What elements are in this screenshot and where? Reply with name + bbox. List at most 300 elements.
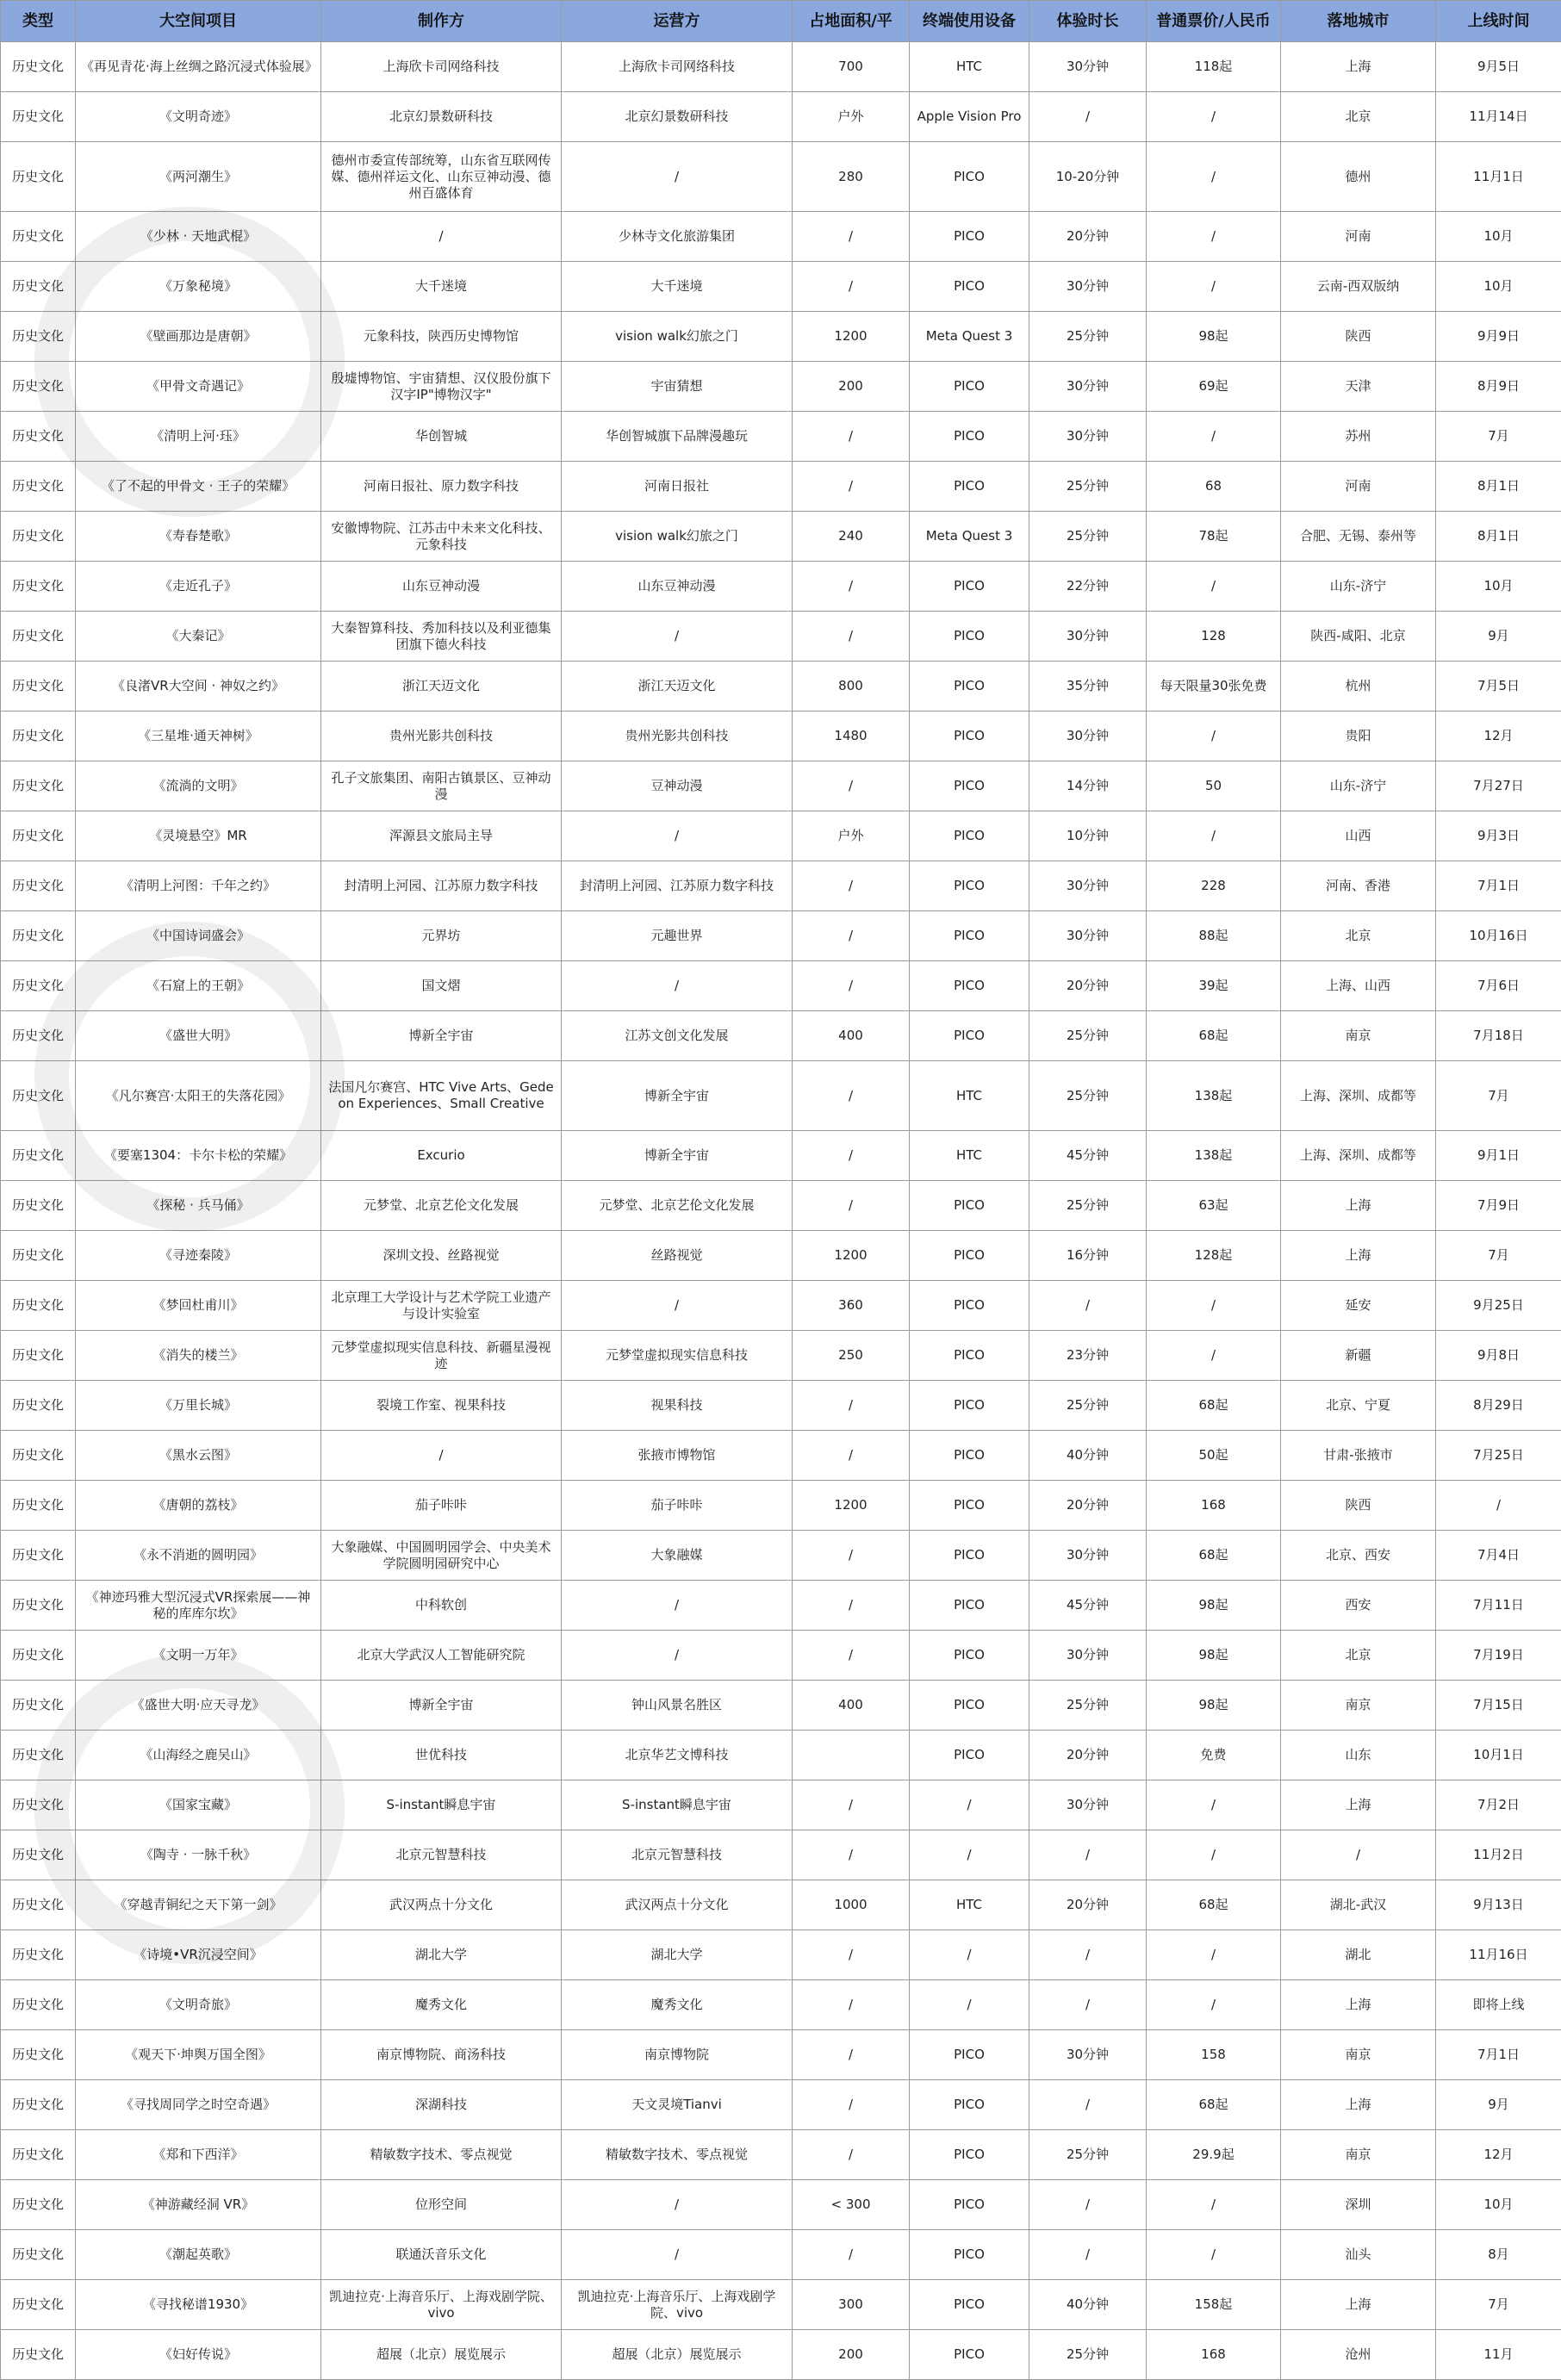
table-cell: 天文灵境Tianvi <box>562 2080 793 2130</box>
table-cell: PICO <box>910 462 1029 512</box>
table-cell: 精敏数字技术、零点视觉 <box>562 2130 793 2180</box>
table-cell: 茄子咔咔 <box>321 1481 562 1531</box>
table-cell: 9月 <box>1436 612 1561 662</box>
table-cell: 上海、山西 <box>1281 961 1436 1011</box>
table-cell: / <box>1147 212 1281 262</box>
table-cell: 《万里长城》 <box>76 1381 321 1431</box>
table-cell: 《要塞1304：卡尔卡松的荣耀》 <box>76 1131 321 1181</box>
table-cell: 30分钟 <box>1029 42 1147 92</box>
table-cell: 《寻找秘谱1930》 <box>76 2280 321 2330</box>
table-cell: 250 <box>793 1331 910 1381</box>
table-cell: 丝路视觉 <box>562 1231 793 1281</box>
table-cell: 上海欣卡司网络科技 <box>562 42 793 92</box>
table-cell: 大象融媒、中国圆明园学会、中央美术学院圆明园研究中心 <box>321 1531 562 1581</box>
table-cell: 封清明上河园、江苏原力数字科技 <box>562 861 793 911</box>
header-cell: 运营方 <box>562 1 793 42</box>
table-cell: 每天限量30张免费 <box>1147 662 1281 712</box>
table-cell: 800 <box>793 662 910 712</box>
table-cell: 10分钟 <box>1029 811 1147 861</box>
table-cell: 河南日报社 <box>562 462 793 512</box>
table-cell: 《甲骨文奇遇记》 <box>76 362 321 412</box>
table-cell: 天津 <box>1281 362 1436 412</box>
table-cell: / <box>793 2080 910 2130</box>
table-cell: 历史文化 <box>1 412 76 462</box>
table-row <box>1 1011 1561 1061</box>
table-row <box>1 961 1561 1011</box>
table-cell: 1480 <box>793 712 910 761</box>
table-cell: 30分钟 <box>1029 1631 1147 1681</box>
table-cell: 25分钟 <box>1029 1061 1147 1131</box>
table-cell: / <box>321 1431 562 1481</box>
table-cell: 陕西 <box>1281 1481 1436 1531</box>
table-cell: 浙江天迈文化 <box>562 662 793 712</box>
table-cell: 浑源县文旅局主导 <box>321 811 562 861</box>
table-cell: 德州市委宣传部统筹，山东省互联网传媒、德州祥运文化、山东豆神动漫、德州百盛体育 <box>321 142 562 212</box>
table-row <box>1 1681 1561 1731</box>
table-row <box>1 1431 1561 1481</box>
table-cell: / <box>1436 1481 1561 1531</box>
table-cell: / <box>793 1531 910 1581</box>
table-cell: / <box>1029 1980 1147 2030</box>
header-cell: 占地面积/平 <box>793 1 910 42</box>
table-cell: 8月 <box>1436 2230 1561 2280</box>
table-cell: 《寿春楚歌》 <box>76 512 321 562</box>
table-cell: 7月1日 <box>1436 2030 1561 2080</box>
table-cell: 湖北大学 <box>321 1930 562 1980</box>
table-cell: 14分钟 <box>1029 761 1147 811</box>
table-cell: 历史文化 <box>1 2080 76 2130</box>
table-cell: 《壁画那边是唐朝》 <box>76 312 321 362</box>
table-cell: 25分钟 <box>1029 1381 1147 1431</box>
table-row <box>1 2180 1561 2230</box>
table-cell: 北京幻景数研科技 <box>562 92 793 142</box>
table-cell: 德州 <box>1281 142 1436 212</box>
table-cell: 9月 <box>1436 2080 1561 2130</box>
table-cell: 20分钟 <box>1029 1880 1147 1930</box>
table-cell: 7月6日 <box>1436 961 1561 1011</box>
table-cell: / <box>793 761 910 811</box>
table-cell: 7月15日 <box>1436 1681 1561 1731</box>
table-cell: 北京幻景数研科技 <box>321 92 562 142</box>
table-cell: / <box>793 911 910 961</box>
table-cell: 30分钟 <box>1029 412 1147 462</box>
table-cell: / <box>562 1281 793 1331</box>
table-cell: 8月1日 <box>1436 512 1561 562</box>
table-row <box>1 1061 1561 1131</box>
table-cell: 10月 <box>1436 2180 1561 2230</box>
table-cell: 延安 <box>1281 1281 1436 1331</box>
table-cell: 20分钟 <box>1029 212 1147 262</box>
table-cell: 《清明上河·珏》 <box>76 412 321 462</box>
table-cell: 1200 <box>793 1481 910 1531</box>
table-cell: 甘肃-张掖市 <box>1281 1431 1436 1481</box>
table-cell: 《清明上河图：千年之约》 <box>76 861 321 911</box>
table-cell: 69起 <box>1147 362 1281 412</box>
table-cell: 88起 <box>1147 911 1281 961</box>
table-cell: 上海、深圳、成都等 <box>1281 1131 1436 1181</box>
table-cell: 元梦堂虚拟现实信息科技、新疆星漫视迹 <box>321 1331 562 1381</box>
table-cell: 博新全宇宙 <box>562 1061 793 1131</box>
table-cell: PICO <box>910 712 1029 761</box>
table-cell: 大秦智算科技、秀加科技以及利亚德集团旗下德火科技 <box>321 612 562 662</box>
table-cell: 10月 <box>1436 212 1561 262</box>
table-cell: 8月1日 <box>1436 462 1561 512</box>
table-cell: 历史文化 <box>1 512 76 562</box>
table-cell: / <box>1147 1780 1281 1830</box>
table-cell: 大象融媒 <box>562 1531 793 1581</box>
table-cell: 南京 <box>1281 2030 1436 2080</box>
table-cell: / <box>562 2230 793 2280</box>
table-row <box>1 1181 1561 1231</box>
table-cell: 98起 <box>1147 312 1281 362</box>
table-cell: PICO <box>910 2230 1029 2280</box>
table-cell: 元梦堂、北京艺伦文化发展 <box>562 1181 793 1231</box>
table-row <box>1 462 1561 512</box>
table-body <box>1 42 1561 2380</box>
table-cell: 360 <box>793 1281 910 1331</box>
table-cell: 历史文化 <box>1 362 76 412</box>
header-cell: 普通票价/人民币 <box>1147 1 1281 42</box>
table-cell: 158起 <box>1147 2280 1281 2330</box>
table-cell: / <box>910 1980 1029 2030</box>
table-cell: PICO <box>910 1281 1029 1331</box>
table-cell: HTC <box>910 1061 1029 1131</box>
table-cell: 《唐朝的荔枝》 <box>76 1481 321 1531</box>
table-row <box>1 1581 1561 1631</box>
table-cell: 1000 <box>793 1880 910 1930</box>
table-cell: 即将上线 <box>1436 1980 1561 2030</box>
table-cell: / <box>793 1581 910 1631</box>
table-cell: 历史文化 <box>1 761 76 811</box>
table-cell: 《神迹玛雅大型沉浸式VR探索展——神秘的库库尔坎》 <box>76 1581 321 1631</box>
table-cell: 历史文化 <box>1 92 76 142</box>
table-cell: 138起 <box>1147 1131 1281 1181</box>
table-cell: 视果科技 <box>562 1381 793 1431</box>
table-cell: / <box>793 2030 910 2080</box>
table-cell: 钟山风景名胜区 <box>562 1681 793 1731</box>
table-cell: 240 <box>793 512 910 562</box>
table-cell: / <box>1029 2180 1147 2230</box>
table-cell: 湖北-武汉 <box>1281 1880 1436 1930</box>
table-cell: 历史文化 <box>1 1331 76 1381</box>
table-cell: 10月1日 <box>1436 1731 1561 1780</box>
table-cell: 湖北 <box>1281 1930 1436 1980</box>
table-cell: 安徽博物院、江苏击中未来文化科技、元象科技 <box>321 512 562 562</box>
table-cell: 《了不起的甲骨文 · 王子的荣耀》 <box>76 462 321 512</box>
table-cell: 9月13日 <box>1436 1880 1561 1930</box>
table-cell: 50 <box>1147 761 1281 811</box>
table-cell: 9月25日 <box>1436 1281 1561 1331</box>
header-cell: 体验时长 <box>1029 1 1147 42</box>
table-cell: PICO <box>910 142 1029 212</box>
table-row <box>1 761 1561 811</box>
table-cell: 68起 <box>1147 1011 1281 1061</box>
table-cell: 陕西-咸阳、北京 <box>1281 612 1436 662</box>
table-cell: 法国凡尔赛宫、HTC Vive Arts、Gedeon Experiences、Small Creative <box>321 1061 562 1131</box>
table-cell: 沧州 <box>1281 2330 1436 2380</box>
table-cell: 深湖科技 <box>321 2080 562 2130</box>
table-cell: 浙江天迈文化 <box>321 662 562 712</box>
table-cell: / <box>1029 92 1147 142</box>
table-cell: 25分钟 <box>1029 2330 1147 2380</box>
table-cell: / <box>1029 1281 1147 1331</box>
table-cell: 山东-济宁 <box>1281 562 1436 612</box>
table-cell: 《文明一万年》 <box>76 1631 321 1681</box>
table-cell: 历史文化 <box>1 2230 76 2280</box>
table-cell: / <box>793 2130 910 2180</box>
table-cell: 张掖市博物馆 <box>562 1431 793 1481</box>
table-cell: 武汉两点十分文化 <box>562 1880 793 1930</box>
table-cell: 98起 <box>1147 1681 1281 1731</box>
table-row <box>1 262 1561 312</box>
table-cell: / <box>1147 262 1281 312</box>
table-cell: 精敏数字技术、零点视觉 <box>321 2130 562 2180</box>
table-cell: 南京 <box>1281 1011 1436 1061</box>
header-cell: 类型 <box>1 1 76 42</box>
table-cell: 《再见青花·海上丝绸之路沉浸式体验展》 <box>76 42 321 92</box>
table-cell: Meta Quest 3 <box>910 312 1029 362</box>
table-cell: 历史文化 <box>1 1061 76 1131</box>
table-cell: 新疆 <box>1281 1331 1436 1381</box>
table-cell: 豆神动漫 <box>562 761 793 811</box>
table-cell: 7月4日 <box>1436 1531 1561 1581</box>
table-cell: S-instant瞬息宇宙 <box>321 1780 562 1830</box>
table-cell: 68起 <box>1147 1880 1281 1930</box>
table-cell: / <box>1147 1281 1281 1331</box>
table-cell: 河南、香港 <box>1281 861 1436 911</box>
table-cell: / <box>1147 142 1281 212</box>
table-cell: PICO <box>910 2280 1029 2330</box>
table-cell: Excurio <box>321 1131 562 1181</box>
table-cell: 30分钟 <box>1029 262 1147 312</box>
table-cell: 杭州 <box>1281 662 1436 712</box>
table-cell: 历史文化 <box>1 1731 76 1780</box>
table-cell: 20分钟 <box>1029 1731 1147 1780</box>
table-cell: 历史文化 <box>1 562 76 612</box>
table-cell: 9月3日 <box>1436 811 1561 861</box>
table-cell: 《文明奇旅》 <box>76 1980 321 2030</box>
table-cell: 30分钟 <box>1029 712 1147 761</box>
table-row <box>1 362 1561 412</box>
table-row <box>1 92 1561 142</box>
table-cell: 河南 <box>1281 462 1436 512</box>
table-cell: / <box>1029 2080 1147 2130</box>
table-cell: 68起 <box>1147 1381 1281 1431</box>
table-cell: / <box>910 1930 1029 1980</box>
table-cell: 北京元智慧科技 <box>321 1830 562 1880</box>
table-cell: PICO <box>910 1331 1029 1381</box>
table-cell: 30分钟 <box>1029 362 1147 412</box>
table-cell: / <box>1147 2180 1281 2230</box>
table-cell: 山东豆神动漫 <box>321 562 562 612</box>
table-row <box>1 1131 1561 1181</box>
table-cell: 历史文化 <box>1 1431 76 1481</box>
table-cell: PICO <box>910 861 1029 911</box>
table-row <box>1 1880 1561 1930</box>
table-cell: 大千迷境 <box>321 262 562 312</box>
table-cell: 历史文化 <box>1 1231 76 1281</box>
table-cell: / <box>793 1930 910 1980</box>
table-cell: 8月29日 <box>1436 1381 1561 1431</box>
table-cell: 元象科技，陕西历史博物馆 <box>321 312 562 362</box>
table-cell: 《文明奇迹》 <box>76 92 321 142</box>
table-cell: / <box>562 1631 793 1681</box>
table-row <box>1 2030 1561 2080</box>
table-cell: 68起 <box>1147 2080 1281 2130</box>
table-cell: 《陶寺 · 一脉千秋》 <box>76 1830 321 1880</box>
table-cell: 历史文化 <box>1 2130 76 2180</box>
table-cell: 上海 <box>1281 1980 1436 2030</box>
table-cell: / <box>793 1830 910 1880</box>
table-cell: 《神游藏经洞 VR》 <box>76 2180 321 2230</box>
table-cell: 《大秦记》 <box>76 612 321 662</box>
table-cell: 25分钟 <box>1029 1181 1147 1231</box>
table-cell: 30分钟 <box>1029 861 1147 911</box>
table-cell: PICO <box>910 2180 1029 2230</box>
table-cell: 《探秘 · 兵马俑》 <box>76 1181 321 1231</box>
header-cell: 终端使用设备 <box>910 1 1029 42</box>
table-cell: 12月 <box>1436 2130 1561 2180</box>
table-cell: 超展（北京）展览展示 <box>321 2330 562 2380</box>
table-cell: 华创智城旗下品牌漫趣玩 <box>562 412 793 462</box>
table-cell: / <box>793 861 910 911</box>
table-cell: 228 <box>1147 861 1281 911</box>
table-cell: 30分钟 <box>1029 1531 1147 1581</box>
table-row <box>1 1381 1561 1431</box>
table-cell: PICO <box>910 2080 1029 2130</box>
table-cell: PICO <box>910 2330 1029 2380</box>
table-cell: 《走近孔子》 <box>76 562 321 612</box>
table-cell: 《寻迹秦陵》 <box>76 1231 321 1281</box>
table-cell: 北京元智慧科技 <box>562 1830 793 1880</box>
table-row <box>1 1281 1561 1331</box>
table-cell: 《寻找周同学之时空奇遇》 <box>76 2080 321 2130</box>
table-cell: 上海 <box>1281 1181 1436 1231</box>
table-cell: 《郑和下西洋》 <box>76 2130 321 2180</box>
table-cell: 历史文化 <box>1 1011 76 1061</box>
table-cell: 北京 <box>1281 92 1436 142</box>
table-cell: 《盛世大明·应天寻龙》 <box>76 1681 321 1731</box>
header-row <box>1 1 1561 42</box>
table-cell: 历史文化 <box>1 612 76 662</box>
table-cell: 户外 <box>793 92 910 142</box>
table-cell: / <box>793 1181 910 1231</box>
table-cell: 博新全宇宙 <box>562 1131 793 1181</box>
table-cell: 25分钟 <box>1029 1681 1147 1731</box>
table-cell: 上海、深圳、成都等 <box>1281 1061 1436 1131</box>
table-cell: 40分钟 <box>1029 2280 1147 2330</box>
table-cell: 128 <box>1147 612 1281 662</box>
table-cell: 8月9日 <box>1436 362 1561 412</box>
table-row <box>1 1930 1561 1980</box>
table-cell: 《万象秘境》 <box>76 262 321 312</box>
table-cell: 历史文化 <box>1 1880 76 1930</box>
table-cell: 深圳文投、丝路视觉 <box>321 1231 562 1281</box>
table-cell: 北京华艺文博科技 <box>562 1731 793 1780</box>
table-cell: / <box>793 1780 910 1830</box>
table-cell: 裂境工作室、视果科技 <box>321 1381 562 1431</box>
table-cell: 128起 <box>1147 1231 1281 1281</box>
table-cell: PICO <box>910 761 1029 811</box>
table-cell: / <box>1029 1830 1147 1880</box>
table-cell: / <box>1147 92 1281 142</box>
table-cell: / <box>1029 2230 1147 2280</box>
header-cell: 制作方 <box>321 1 562 42</box>
table-row <box>1 911 1561 961</box>
table-cell: 苏州 <box>1281 412 1436 462</box>
table-cell: 贵州光影共创科技 <box>562 712 793 761</box>
table-cell: 历史文化 <box>1 1281 76 1331</box>
table-row <box>1 1830 1561 1880</box>
table-cell: 200 <box>793 2330 910 2380</box>
table-cell: 历史文化 <box>1 462 76 512</box>
table-cell: 11月1日 <box>1436 142 1561 212</box>
table-cell: 上海 <box>1281 42 1436 92</box>
table-cell: 《观天下·坤舆万国全图》 <box>76 2030 321 2080</box>
table-cell: 《黑水云图》 <box>76 1431 321 1481</box>
table-cell <box>793 1731 910 1780</box>
table-cell: Apple Vision Pro <box>910 92 1029 142</box>
table-row <box>1 861 1561 911</box>
table-cell: 《诗境•VR沉浸空间》 <box>76 1930 321 1980</box>
table-cell: 国文熠 <box>321 961 562 1011</box>
table-cell: 《潮起英歌》 <box>76 2230 321 2280</box>
table-cell: 贵阳 <box>1281 712 1436 761</box>
table-cell: 历史文化 <box>1 861 76 911</box>
table-cell: 《消失的楼兰》 <box>76 1331 321 1381</box>
table-row <box>1 1731 1561 1780</box>
table-cell: 上海 <box>1281 1780 1436 1830</box>
table-cell: 历史文化 <box>1 1481 76 1531</box>
table-cell: 河南 <box>1281 212 1436 262</box>
table-cell: 深圳 <box>1281 2180 1436 2230</box>
table-cell: 《国家宝藏》 <box>76 1780 321 1830</box>
table-cell: 世优科技 <box>321 1731 562 1780</box>
table-cell: 9月1日 <box>1436 1131 1561 1181</box>
table-cell: PICO <box>910 2030 1029 2080</box>
table-cell: / <box>793 2230 910 2280</box>
table-cell: 63起 <box>1147 1181 1281 1231</box>
table-cell: 400 <box>793 1011 910 1061</box>
table-cell: / <box>321 212 562 262</box>
table-cell: 10月16日 <box>1436 911 1561 961</box>
table-cell: 10月 <box>1436 562 1561 612</box>
table-cell: / <box>1147 1930 1281 1980</box>
table-cell: / <box>793 1381 910 1431</box>
table-cell: / <box>793 262 910 312</box>
table-cell: 168 <box>1147 2330 1281 2380</box>
table-cell: 封清明上河园、江苏原力数字科技 <box>321 861 562 911</box>
table-cell: 《石窟上的王朝》 <box>76 961 321 1011</box>
table-cell: 50起 <box>1147 1431 1281 1481</box>
table-cell: / <box>1147 1980 1281 2030</box>
table-cell: 《永不消逝的圆明园》 <box>76 1531 321 1581</box>
table-cell: 300 <box>793 2280 910 2330</box>
table-cell: PICO <box>910 1231 1029 1281</box>
table-cell: 22分钟 <box>1029 562 1147 612</box>
table-cell: / <box>1147 412 1281 462</box>
table-cell: PICO <box>910 1581 1029 1631</box>
table-cell: PICO <box>910 1381 1029 1431</box>
table-cell: 700 <box>793 42 910 92</box>
table-cell: 历史文化 <box>1 142 76 212</box>
table-cell: / <box>910 1830 1029 1880</box>
table-cell: PICO <box>910 562 1029 612</box>
table-row <box>1 2330 1561 2380</box>
table-cell: vision walk幻旅之门 <box>562 312 793 362</box>
table-cell: 陕西 <box>1281 312 1436 362</box>
table-cell: 上海 <box>1281 2080 1436 2130</box>
